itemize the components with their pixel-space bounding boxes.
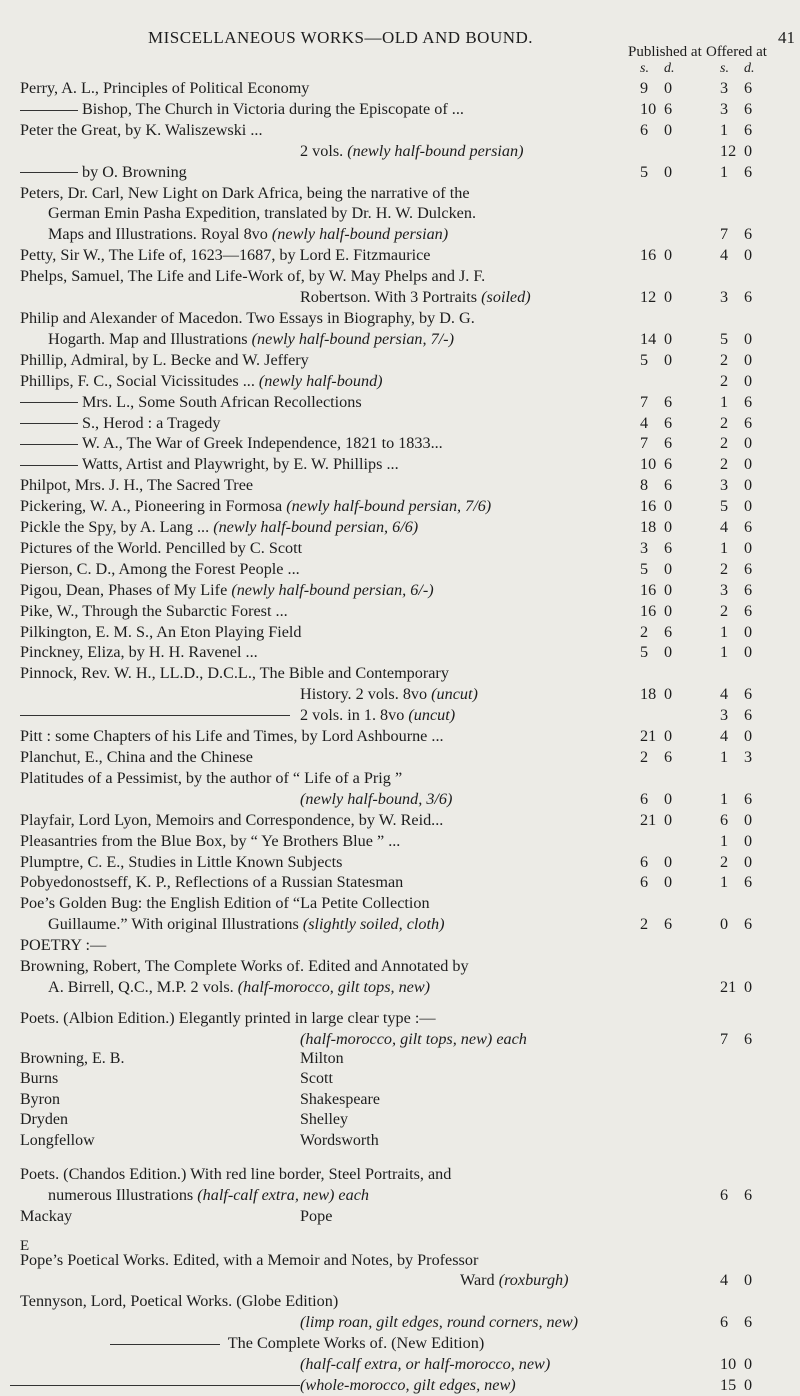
price-off-d: 6	[744, 79, 753, 97]
price-off-d: 6	[744, 413, 753, 432]
entry-text: Pilkington, E. M. S., An Eton Playing Field	[20, 622, 302, 641]
entry-text: Poe’s Golden Bug: the English Edition of “La Petite Collection	[20, 894, 430, 913]
entry-text: Pleasantries from the Blue Box, by “ Ye Brothers Blue ” ...	[20, 831, 401, 850]
binding-note: (newly half-bound persian)	[271, 225, 449, 244]
price-pub-d: 0	[664, 162, 673, 181]
binding-note: (uncut)	[431, 685, 478, 704]
entry-text: by O. Browning	[82, 162, 187, 181]
price-off-s: 0	[720, 915, 729, 934]
entry-text: Perry, A. L., Principles of Political Economy	[20, 79, 310, 97]
catalogue-entry	[0, 120, 800, 141]
entry-text: Pierson, C. D., Among the Forest People ...	[20, 559, 300, 578]
entry-text: Pinnock, Rev. W. H., LL.D., D.C.L., The Bible and Contemporary	[20, 664, 449, 683]
offered-header: Offered at	[706, 44, 767, 60]
catalogue-entry	[0, 99, 800, 120]
price-off-s: 2	[720, 434, 729, 453]
pope-line1: Pope’s Poetical Works. Edited, with a Memoir and Notes, by Professor	[20, 1250, 479, 1269]
price-off-s: 3	[720, 706, 729, 725]
ditto-rule	[20, 423, 78, 424]
price-off-d: 6	[744, 162, 753, 181]
price-off-d: 6	[744, 915, 753, 934]
price-pub-s: 9	[640, 79, 649, 97]
price-off-s: 12	[720, 141, 737, 160]
catalogue-entry	[0, 684, 800, 705]
catalogue-entry	[0, 768, 800, 789]
entry-text: Pictures of the World. Pencilled by C. Scott	[20, 538, 303, 557]
price-pub-s: 12	[640, 288, 657, 307]
catalogue-entry	[0, 601, 800, 622]
catalogue-entry	[0, 141, 800, 162]
tennyson-section	[0, 1291, 800, 1396]
catalogue-entry	[0, 872, 800, 893]
catalogue-entry	[0, 329, 800, 350]
price-off-s: 1	[720, 538, 729, 557]
price-off-s: 1	[720, 873, 729, 892]
price-off-d: 6	[744, 580, 753, 599]
catalogue-entry	[0, 831, 800, 852]
price-pub-s: 10	[640, 99, 657, 118]
price-off-d: 0	[744, 852, 753, 871]
catalogue-entry	[0, 914, 800, 935]
price-off-s: 5	[720, 497, 729, 516]
price-off-d: 6	[744, 706, 753, 725]
binding-note: (newly half-bound persian, 7/6)	[286, 497, 492, 516]
ditto-rule	[20, 402, 78, 403]
ditto-rule	[20, 110, 78, 111]
binding-note: (newly half-bound, 3/6)	[300, 789, 453, 808]
price-off-s: 1	[720, 120, 729, 139]
price-pub-s: 18	[640, 685, 657, 704]
entry-text: Mrs. L., Some South African Recollections	[82, 392, 362, 411]
price-off-d: 6	[744, 392, 753, 411]
price-pub-d: 6	[664, 392, 673, 411]
catalogue-entry	[0, 183, 800, 204]
price-pub-d: 6	[664, 434, 673, 453]
chandos-poets	[0, 1206, 800, 1228]
catalogue-entry	[0, 956, 800, 977]
price-off-d: 6	[744, 120, 753, 139]
price-off-s: 1	[720, 831, 729, 850]
binding-note: (slightly soiled, cloth)	[302, 915, 445, 934]
price-off-s: 3	[720, 79, 729, 97]
price-off-s: 3	[720, 288, 729, 307]
catalogue-entry	[0, 496, 800, 517]
entry-text: Pigou, Dean, Phases of My Life	[20, 580, 228, 599]
price-off-d: 0	[744, 246, 753, 265]
entry-text: Bishop, The Church in Victoria during the Episcopate of ...	[82, 99, 464, 118]
price-pub-d: 0	[664, 810, 673, 829]
entry-text: Playfair, Lord Lyon, Memoirs and Correspondence, by W. Reid...	[20, 810, 444, 829]
catalogue-entry	[0, 224, 800, 245]
price-off-d: 0	[744, 434, 753, 453]
entry-text: Maps and Illustrations. Royal 8vo	[48, 225, 268, 244]
price-off-d: 3	[744, 748, 753, 766]
ditto-rule	[20, 444, 78, 445]
entry-text: Peters, Dr. Carl, New Light on Dark Africa, being the narrative of the	[20, 183, 470, 202]
price-pub-s: 4	[640, 413, 649, 432]
catalogue-entry	[0, 245, 800, 266]
price-off-s: 1	[720, 789, 729, 808]
price-off-d: 0	[744, 329, 753, 348]
chandos-line2: numerous Illustrations (half-calf extra, new) each 6 6	[48, 1185, 753, 1204]
price-pub-d: 0	[664, 580, 673, 599]
price-pub-d: 6	[664, 455, 673, 474]
price-pub-d: 0	[664, 559, 673, 578]
price-off-s: 2	[720, 601, 729, 620]
pope-line2: Ward (roxburgh) 4 0	[460, 1271, 753, 1290]
price-off-s: 3	[720, 476, 729, 495]
catalogue-entry	[0, 308, 800, 329]
price-pub-s: 7	[640, 434, 649, 453]
entry-text: German Emin Pasha Expedition, translated by Dr. H. W. Dulcken.	[48, 204, 476, 223]
entry-text: Pickle the Spy, by A. Lang ...	[20, 518, 210, 537]
ditto-rule	[20, 465, 78, 466]
catalogue-entry	[0, 517, 800, 538]
price-pub-d: 0	[664, 350, 673, 369]
entry-text: Plumptre, C. E., Studies in Little Known Subjects	[20, 852, 343, 871]
price-pub-d: 0	[664, 518, 673, 537]
catalogue-entry	[0, 705, 800, 726]
entry-text: Pickering, W. A., Pioneering in Formosa	[20, 497, 283, 516]
price-column-headers	[0, 44, 800, 78]
price-pub-d: 0	[664, 873, 673, 892]
price-off-s: 1	[720, 748, 729, 766]
catalogue-entry	[0, 454, 800, 475]
price-off-s: 1	[720, 643, 729, 662]
price-pub-s: 21	[640, 727, 657, 746]
albion-poets	[0, 1050, 800, 1154]
albion-section	[0, 1008, 800, 1050]
ditto-rule	[20, 172, 78, 173]
price-off-d: 6	[744, 225, 753, 244]
price-pub-s: 16	[640, 497, 657, 516]
price-pub-s: 6	[640, 873, 649, 892]
price-pub-d: 0	[664, 329, 673, 348]
entry-text: Peter the Great, by K. Waliszewski ...	[20, 120, 263, 139]
price-off-d: 6	[744, 685, 753, 704]
catalogue-entry	[0, 266, 800, 287]
price-pub-d: 0	[664, 497, 673, 516]
albion-poet: Shelley	[300, 1111, 348, 1129]
published-s-header: s.	[640, 61, 649, 76]
price-pub-d: 0	[664, 852, 673, 871]
price-off-d: 0	[744, 538, 753, 557]
catalogue-entry	[0, 789, 800, 810]
catalogue-entry	[0, 893, 800, 914]
catalogue-entry	[0, 350, 800, 371]
price-off-d: 6	[744, 789, 753, 808]
price-off-d: 6	[744, 601, 753, 620]
price-off-s: 4	[720, 685, 729, 704]
binding-note: (newly half-bound persian, 6/-)	[231, 580, 434, 599]
catalogue-entry	[0, 622, 800, 643]
binding-note: (newly half-bound persian, 7/-)	[251, 329, 454, 348]
entry-text: Hogarth. Map and Illustrations	[48, 329, 248, 348]
published-header: Published at	[628, 44, 702, 60]
price-off-d: 6	[744, 288, 753, 307]
price-pub-s: 16	[640, 246, 657, 265]
entry-text: Pinckney, Eliza, by H. H. Ravenel ...	[20, 643, 258, 662]
price-pub-s: 5	[640, 559, 649, 578]
price-off-d: 6	[744, 99, 753, 118]
price-pub-d: 0	[664, 120, 673, 139]
catalogue-entry	[0, 538, 800, 559]
price-off-s: 3	[720, 99, 729, 118]
albion-line1: Poets. (Albion Edition.) Elegantly printed in large clear type :—	[20, 1008, 436, 1027]
entry-text: Pitt : some Chapters of his Life and Times, by Lord Ashbourne ...	[20, 727, 444, 746]
price-pub-s: 10	[640, 455, 657, 474]
entry-text: Phelps, Samuel, The Life and Life-Work of, by W. May Phelps and J. F.	[20, 267, 486, 286]
entry-text: History. 2 vols. 8vo	[300, 685, 428, 704]
binding-note: (half-morocco, gilt tops, new)	[237, 977, 431, 996]
price-pub-s: 3	[640, 538, 649, 557]
price-off-d: 0	[744, 371, 753, 390]
catalogue-entry	[0, 935, 800, 956]
chandos-section	[0, 1164, 800, 1228]
price-off-s: 7	[720, 225, 729, 244]
price-pub-s: 5	[640, 162, 649, 181]
entry-text: 2 vols.	[300, 141, 344, 160]
binding-note: (newly half-bound persian)	[347, 141, 524, 160]
price-pub-d: 6	[664, 748, 673, 766]
albion-poet: Longfellow	[20, 1131, 95, 1149]
price-pub-d: 0	[664, 727, 673, 746]
catalogue-entry	[0, 371, 800, 392]
chandos-poet-1: Mackay	[20, 1206, 73, 1225]
price-off-d: 0	[744, 497, 753, 516]
entry-text: Phillip, Admiral, by L. Becke and W. Jeffery	[20, 350, 309, 369]
price-pub-d: 0	[664, 601, 673, 620]
catalogue-entry	[0, 642, 800, 663]
binding-note: (newly half-bound persian, 6/6)	[213, 518, 419, 537]
albion-poet: Browning, E. B.	[20, 1049, 125, 1067]
catalogue-entry	[0, 559, 800, 580]
entry-text: Philpot, Mrs. J. H., The Sacred Tree	[20, 476, 254, 495]
price-pub-s: 2	[640, 915, 649, 934]
entry-text: 2 vols. in 1. 8vo	[300, 706, 405, 725]
entry-text: Petty, Sir W., The Life of, 1623—1687, by Lord E. Fitzmaurice	[20, 246, 431, 265]
price-off-s: 4	[720, 727, 729, 746]
tennyson-line1: Tennyson, Lord, Poetical Works. (Globe Edition)	[20, 1292, 339, 1311]
price-pub-d: 0	[664, 79, 673, 97]
entry-text: Robertson. With 3 Portraits	[300, 288, 478, 307]
tennyson-line5: (whole-morocco, gilt edges, new) 15 0	[0, 1375, 800, 1396]
entry-text: Pobyedonostseff, K. P., Reflections of a Russian Statesman	[20, 873, 404, 892]
chandos-line1: Poets. (Chandos Edition.) With red line border, Steel Portraits, and	[20, 1164, 452, 1183]
entries-list	[0, 78, 800, 998]
catalogue-entry	[0, 852, 800, 873]
price-pub-s: 8	[640, 476, 649, 495]
price-pub-s: 2	[640, 622, 649, 641]
price-pub-s: 16	[640, 601, 657, 620]
albion-line2: (half-morocco, gilt tops, new) each 7 6	[300, 1029, 753, 1048]
catalogue-entry	[0, 392, 800, 413]
price-pub-d: 6	[664, 99, 673, 118]
price-pub-d: 6	[664, 915, 673, 934]
entry-text: Phillips, F. C., Social Vicissitudes ...	[20, 371, 255, 390]
price-pub-s: 6	[640, 789, 649, 808]
price-off-d: 6	[744, 873, 753, 892]
price-off-d: 0	[744, 727, 753, 746]
price-off-s: 5	[720, 329, 729, 348]
albion-poet: Dryden	[20, 1111, 68, 1129]
catalogue-entry	[0, 726, 800, 747]
price-off-s: 2	[720, 852, 729, 871]
running-title: MISCELLANEOUS WORKS—OLD AND BOUND.	[148, 28, 534, 47]
price-pub-d: 6	[664, 476, 673, 495]
price-off-s: 1	[720, 622, 729, 641]
price-off-d: 0	[744, 643, 753, 662]
entry-text: Philip and Alexander of Macedon. Two Essays in Biography, by D. G.	[20, 308, 475, 327]
catalogue-entry	[0, 78, 800, 99]
offered-s-header: s.	[720, 61, 729, 76]
price-off-d: 0	[744, 141, 753, 160]
page-number: 41	[778, 28, 795, 47]
albion-poet: Burns	[20, 1070, 59, 1088]
albion-poet: Milton	[300, 1049, 344, 1067]
price-pub-s: 21	[640, 810, 657, 829]
entry-text: Browning, Robert, The Complete Works of. Edited and Annotated by	[20, 957, 469, 976]
tennyson-line3: The Complete Works of. (New Edition)	[0, 1333, 800, 1354]
offered-d-header: d.	[744, 61, 755, 76]
catalogue-entry	[0, 475, 800, 496]
entry-text: Platitudes of a Pessimist, by the author of “ Life of a Prig ”	[20, 768, 403, 787]
entry-text: Guillaume.” With original Illustrations	[48, 915, 299, 934]
price-pub-s: 18	[640, 518, 657, 537]
signature-mark: E	[20, 1238, 30, 1254]
price-pub-s: 5	[640, 643, 649, 662]
price-off-d: 0	[744, 476, 753, 495]
catalogue-entry	[0, 810, 800, 831]
price-off-s: 2	[720, 455, 729, 474]
price-pub-s: 2	[640, 748, 649, 766]
price-pub-d: 0	[664, 288, 673, 307]
price-off-s: 6	[720, 810, 729, 829]
price-pub-s: 6	[640, 852, 649, 871]
price-off-s: 2	[720, 559, 729, 578]
price-off-d: 6	[744, 518, 753, 537]
entry-text: Watts, Artist and Playwright, by E. W. Phillips ...	[82, 455, 399, 474]
entry-text: Pike, W., Through the Subarctic Forest ...	[20, 601, 288, 620]
price-pub-s: 5	[640, 350, 649, 369]
published-d-header: d.	[664, 61, 675, 76]
entry-text: W. A., The War of Greek Independence, 1821 to 1833...	[82, 434, 443, 453]
pope-section	[0, 1250, 800, 1292]
albion-poet: Byron	[20, 1090, 60, 1108]
tennyson-line2: (limp roan, gilt edges, round corners, new) 6 6	[300, 1313, 753, 1332]
price-pub-d: 0	[664, 643, 673, 662]
albion-poet: Wordsworth	[300, 1131, 379, 1149]
price-pub-d: 6	[664, 622, 673, 641]
price-off-s: 4	[720, 246, 729, 265]
price-off-s: 2	[720, 350, 729, 369]
catalogue-entry	[0, 203, 800, 224]
price-pub-s: 7	[640, 392, 649, 411]
catalogue-entry	[0, 747, 800, 768]
entry-text: Planchut, E., China and the Chinese	[20, 748, 253, 766]
price-pub-d: 0	[664, 789, 673, 808]
price-off-s: 1	[720, 162, 729, 181]
price-off-s: 2	[720, 413, 729, 432]
entry-text: A. Birrell, Q.C., M.P. 2 vols.	[48, 977, 234, 996]
price-pub-d: 0	[664, 246, 673, 265]
price-off-d: 0	[744, 455, 753, 474]
price-off-d: 0	[744, 622, 753, 641]
price-off-d: 0	[744, 810, 753, 829]
price-off-s: 3	[720, 580, 729, 599]
catalogue-entry	[0, 287, 800, 308]
price-pub-d: 6	[664, 413, 673, 432]
tennyson-line4: (half-calf extra, or half-morocco, new) 10 0	[300, 1355, 753, 1374]
price-off-s: 2	[720, 371, 729, 390]
price-pub-d: 6	[664, 538, 673, 557]
entry-text: S., Herod : a Tragedy	[82, 413, 221, 432]
catalogue-entry	[0, 663, 800, 684]
binding-note: (soiled)	[481, 288, 531, 307]
ditto-rule	[20, 715, 290, 716]
price-pub-s: 6	[640, 120, 649, 139]
price-pub-s: 14	[640, 329, 657, 348]
price-off-s: 4	[720, 518, 729, 537]
catalogue-entry	[0, 580, 800, 601]
binding-note: (uncut)	[408, 706, 456, 725]
price-off-s: 21	[720, 977, 737, 996]
price-off-d: 0	[744, 977, 753, 996]
binding-note: (newly half-bound)	[258, 371, 383, 390]
albion-poet: Scott	[300, 1070, 333, 1088]
price-pub-d: 0	[664, 685, 673, 704]
price-pub-s: 16	[640, 580, 657, 599]
price-off-s: 1	[720, 392, 729, 411]
page-header	[0, 14, 800, 47]
price-off-d: 0	[744, 350, 753, 369]
entry-text: POETRY :—	[20, 936, 107, 955]
price-off-d: 0	[744, 831, 753, 850]
catalogue-entry	[0, 413, 800, 434]
price-off-d: 6	[744, 559, 753, 578]
catalogue-entry	[0, 162, 800, 183]
albion-poet: Shakespeare	[300, 1090, 380, 1108]
catalogue-entry	[0, 977, 800, 998]
catalogue-entry	[0, 433, 800, 454]
chandos-poet-2: Pope	[300, 1206, 333, 1225]
